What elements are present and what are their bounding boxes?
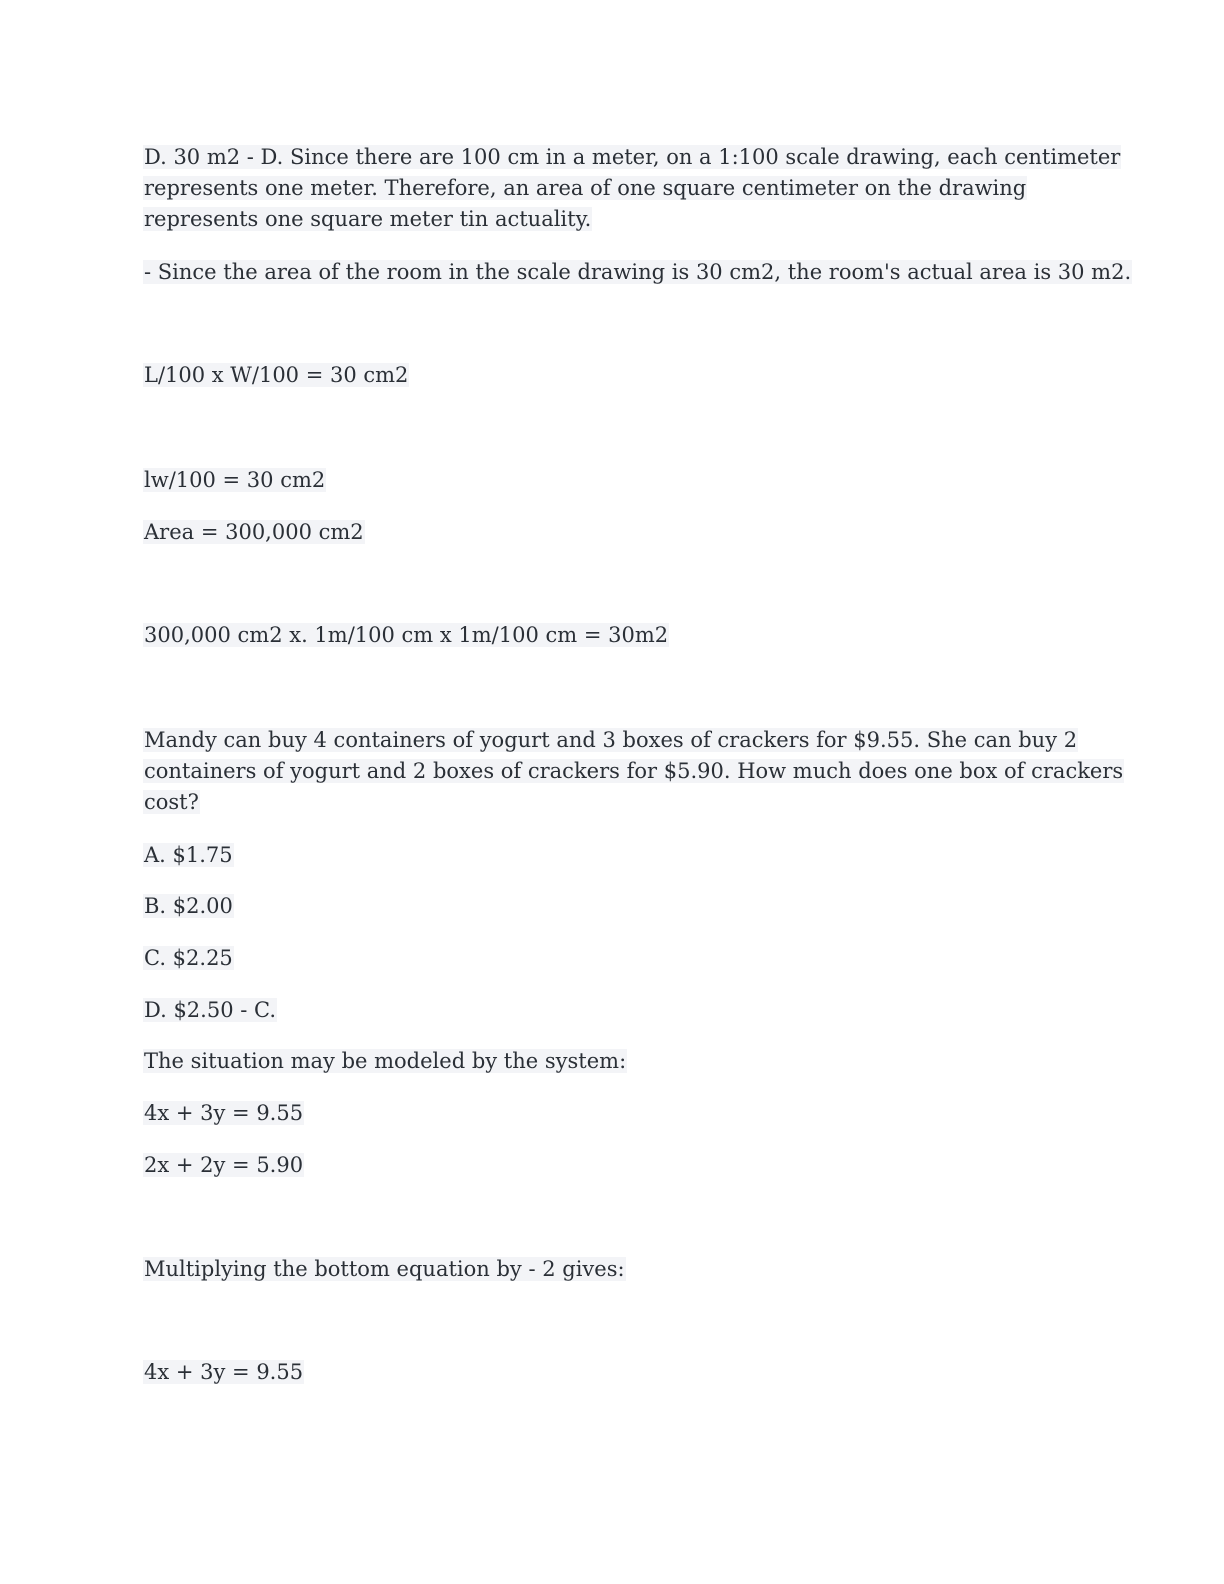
equation-lw: lw/100 = 30 cm2: [144, 468, 326, 492]
multiply-step: Multiplying the bottom equation by - 2 gives:: [144, 1257, 625, 1281]
system-equation-1: 4x + 3y = 9.55: [144, 1101, 304, 1125]
option-d-answer: D. $2.50 - C.: [144, 998, 276, 1022]
question-line-1: Mandy can buy 4 containers of yogurt and 3 boxes of crackers for $9.55. She can buy 2: [144, 728, 1078, 752]
equation-conversion: 300,000 cm2 x. 1m/100 cm x 1m/100 cm = 30m2: [144, 623, 669, 647]
question-line-3: cost?: [144, 790, 199, 814]
scale-answer-line-3: represents one square meter tin actuality.: [144, 207, 592, 231]
room-area-explanation: - Since the area of the room in the scale drawing is 30 cm2, the room's actual area is 30 m2.: [144, 260, 1132, 284]
equation-lw-scaled: L/100 x W/100 = 30 cm2: [144, 363, 409, 387]
result-equation-1: 4x + 3y = 9.55: [144, 1360, 304, 1384]
scale-answer-line-2: represents one meter. Therefore, an area of one square centimeter on the drawing: [144, 176, 1027, 200]
system-intro: The situation may be modeled by the system:: [144, 1049, 627, 1073]
option-b: B. $2.00: [144, 894, 233, 918]
equation-area: Area = 300,000 cm2: [144, 520, 364, 544]
scale-answer-line-1: D. 30 m2 - D. Since there are 100 cm in a meter, on a 1:100 scale drawing, each centimeter: [144, 145, 1121, 169]
system-equation-2: 2x + 2y = 5.90: [144, 1153, 304, 1177]
option-c: C. $2.25: [144, 946, 233, 970]
question-line-2: containers of yogurt and 2 boxes of crackers for $5.90. How much does one box of crackers: [144, 759, 1124, 783]
option-a: A. $1.75: [144, 843, 233, 867]
